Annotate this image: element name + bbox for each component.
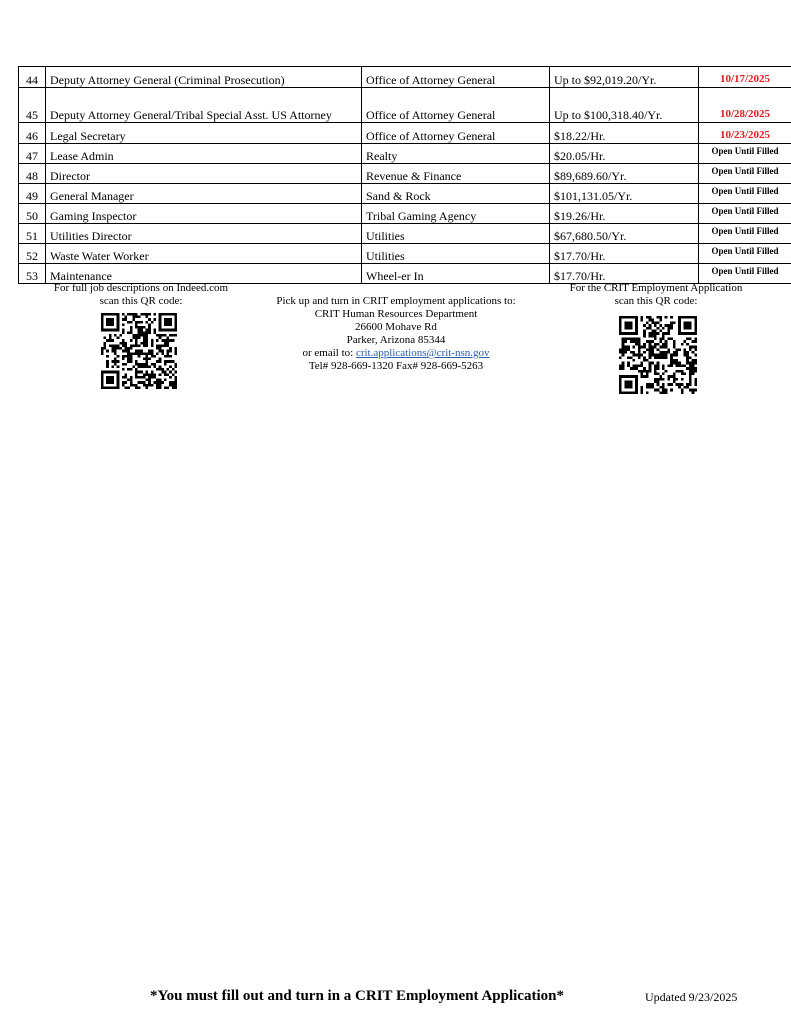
job-status: 10/17/2025 <box>699 67 791 88</box>
job-pay: $67,680.50/Yr. <box>550 224 699 244</box>
job-pay: $89,689.60/Yr. <box>550 164 699 184</box>
job-row <box>19 88 791 123</box>
job-row <box>19 144 791 164</box>
job-department: Office of Attorney General <box>362 123 550 144</box>
job-status: Open Until Filled <box>699 204 791 224</box>
job-title: Gaming Inspector <box>46 204 362 224</box>
job-status: Open Until Filled <box>699 224 791 244</box>
job-department: Utilities <box>362 244 550 264</box>
phone-fax: Tel# 928-669-1320 Fax# 928-669-5263 <box>308 360 484 372</box>
job-department: Wheel-er In <box>362 264 550 284</box>
job-number: 48 <box>19 164 46 184</box>
hr-department-name: CRIT Human Resources Department <box>314 308 478 320</box>
job-number: 46 <box>19 123 46 144</box>
job-row <box>19 244 791 264</box>
job-department: Sand & Rock <box>362 184 550 204</box>
pickup-instructions: Pick up and turn in CRIT employment applications to: <box>276 295 516 307</box>
email-link[interactable]: crit.applications@crit-nsn.gov <box>355 347 490 359</box>
job-number: 49 <box>19 184 46 204</box>
application-qr-caption-line1: For the CRIT Employment Application <box>569 282 743 294</box>
job-number: 47 <box>19 144 46 164</box>
job-title: Deputy Attorney General (Criminal Prosecution) <box>46 67 362 88</box>
job-status: 10/28/2025 <box>699 88 791 123</box>
job-title: Legal Secretary <box>46 123 362 144</box>
job-openings-table <box>18 66 791 284</box>
job-title: Director <box>46 164 362 184</box>
application-qr-caption <box>550 282 762 308</box>
application-qr-code[interactable] <box>619 316 697 394</box>
job-number: 44 <box>19 67 46 88</box>
updated-date: Updated 9/23/2025 <box>645 990 738 1004</box>
job-title: Waste Water Worker <box>46 244 362 264</box>
job-department: Office of Attorney General <box>362 88 550 123</box>
email-line <box>246 347 546 360</box>
job-row <box>19 184 791 204</box>
job-department: Office of Attorney General <box>362 67 550 88</box>
job-title: Lease Admin <box>46 144 362 164</box>
job-number: 52 <box>19 244 46 264</box>
job-row <box>19 123 791 144</box>
job-title: Maintenance <box>46 264 362 284</box>
indeed-qr-code[interactable] <box>101 313 177 389</box>
job-pay: $18.22/Hr. <box>550 123 699 144</box>
street-address: 26600 Mohave Rd <box>355 321 437 333</box>
job-pay: $17.70/Hr. <box>550 264 699 284</box>
contact-info <box>246 295 546 373</box>
job-status: Open Until Filled <box>699 184 791 204</box>
job-row <box>19 164 791 184</box>
job-status: Open Until Filled <box>699 244 791 264</box>
indeed-qr-caption-line1: For full job descriptions on Indeed.com <box>53 282 229 294</box>
job-status: Open Until Filled <box>699 264 791 284</box>
job-department: Utilities <box>362 224 550 244</box>
email-prefix: or email to: <box>302 347 356 359</box>
job-department: Tribal Gaming Agency <box>362 204 550 224</box>
job-department: Revenue & Finance <box>362 164 550 184</box>
job-title: Utilities Director <box>46 224 362 244</box>
job-row <box>19 224 791 244</box>
job-pay: Up to $92,019.20/Yr. <box>550 67 699 88</box>
qr-pattern <box>101 313 177 389</box>
job-status: 10/23/2025 <box>699 123 791 144</box>
job-pay: $19.26/Hr. <box>550 204 699 224</box>
job-number: 51 <box>19 224 46 244</box>
job-pay: Up to $100,318.40/Yr. <box>550 88 699 123</box>
job-status: Open Until Filled <box>699 164 791 184</box>
job-title: General Manager <box>46 184 362 204</box>
indeed-qr-caption <box>36 282 246 308</box>
job-row <box>19 67 791 88</box>
application-notice: *You must fill out and turn in a CRIT Employment Application* <box>150 988 564 1004</box>
job-row <box>19 264 791 284</box>
job-number: 45 <box>19 88 46 123</box>
job-status: Open Until Filled <box>699 144 791 164</box>
job-number: 53 <box>19 264 46 284</box>
job-pay: $17.70/Hr. <box>550 244 699 264</box>
qr-pattern <box>619 316 697 394</box>
application-qr-caption-line2: scan this QR code: <box>614 295 698 307</box>
job-row <box>19 204 791 224</box>
job-title: Deputy Attorney General/Tribal Special Asst. US Attorney <box>46 88 362 123</box>
job-pay: $101,131.05/Yr. <box>550 184 699 204</box>
job-number: 50 <box>19 204 46 224</box>
indeed-qr-caption-line2: scan this QR code: <box>99 295 183 307</box>
job-department: Realty <box>362 144 550 164</box>
job-pay: $20.05/Hr. <box>550 144 699 164</box>
city-state-zip: Parker, Arizona 85344 <box>346 334 446 346</box>
